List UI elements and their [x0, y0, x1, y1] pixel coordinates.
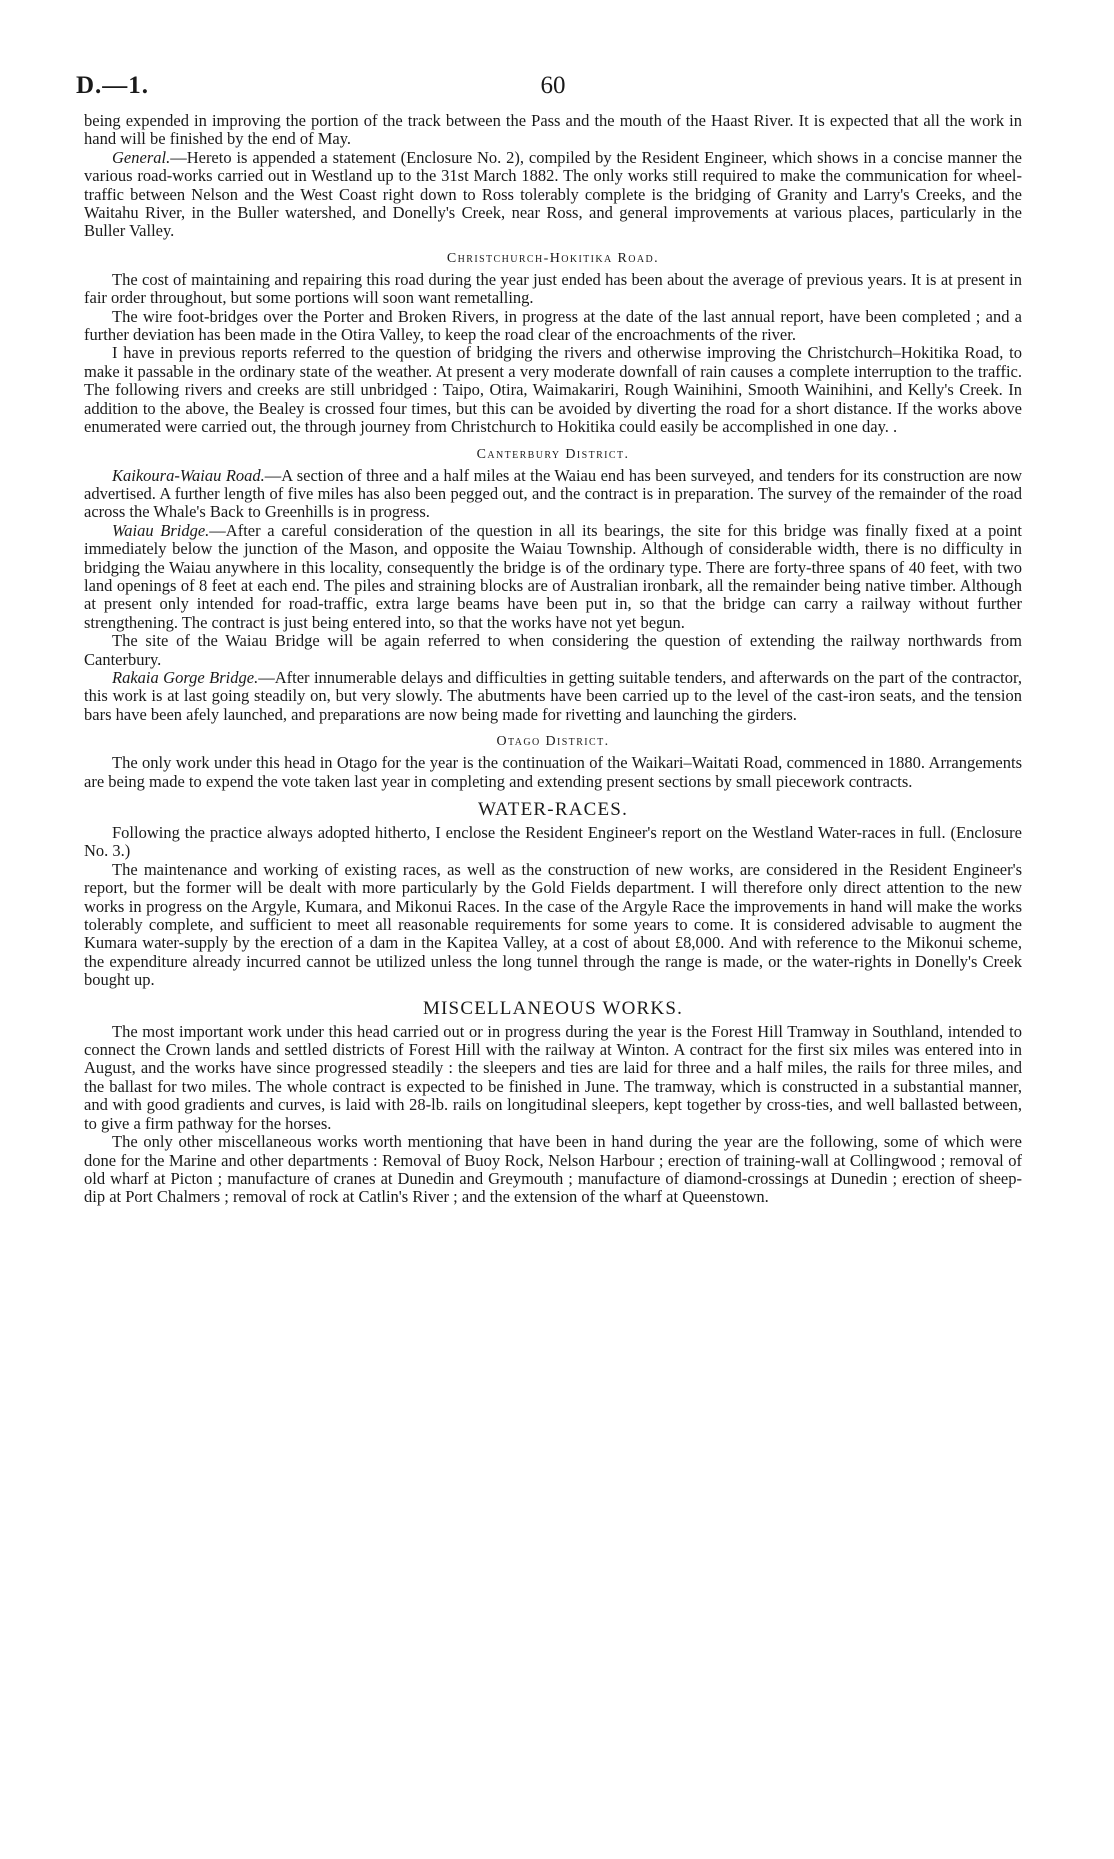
paragraph-general	[84, 149, 1022, 241]
paragraph-forest-hill-tramway: The most important work under this head carried out or in progress during the year is the Forest Hill Tramway in Southland, intended to connect the Crown lands and settled districts of Forest Hill with the railway at Winton. A contract for the first six miles was entered into in August, and the works have since progressed steadily : the sleepers and ties are laid for three and a half miles, the rails for three miles, and the ballast for two miles. The whole contract is expected to be finished in June. The tramway, which is constructed in a substantial manner, and with good gradients and curves, is laid with 28-lb. rails on longitudinal sleepers, kept together by cross-ties, and well ballasted between, to give a firm pathway for the horses.	[84, 1021, 1022, 1133]
paragraph-christchurch-bridging: I have in previous reports referred to the question of bridging the rivers and otherwise improving the Christchurch–Hokitika Road, to make it passable in the ordinary state of the weather. At present a very moderate downfall of rain causes a complete interruption to the traffic. The following rivers and creeks are still unbridged : Taipo, Otira, Waimakariri, Rough Wainihini, Smooth Wainihini, and Kelly's Creek. In addition to the above, the Bealey is crossed four times, but this can be avoided by diverting the road for a short distance. If the works above enumerated were carried out, the through journey from Christchurch to Hokitika could easily be accomplished in one day. .	[84, 343, 1022, 437]
waiau-text: —After a careful consideration of the question in all its bearings, the site for this bridge was finally fixed at a point immediately below the junction of the Mason, and opposite the Waiau Township. Although of considerable width, there is no difficulty in bridging the Waiau anywhere in this locality, consequently the bridge is of the ordinary type. There are forty-three spans of 40 feet, with two land openings of 8 feet at each end. The piles and straining blocks are of Australian ironbark, all the remainder being native timber. Although at present only intended for road-traffic, extra large beams have been put in, so that the bridge can carry a railway without further strengthening. The contract is just being entered into, so that the works have not yet begun.	[84, 520, 1022, 632]
paragraph-water-races-report: Following the practice always adopted hitherto, I enclose the Resident Engineer's report on the Westland Water-races in full. (Enclosure No. 3.)	[84, 823, 1022, 861]
rakaia-text: —After innumerable delays and difficulties in getting suitable tenders, and afterwards on the part of the contractor, this work is at last going steadily on, but very slowly. The abutments have been carried up to the level of the cast-iron seats, and the tension bars have been afely launched, and preparations are now being made for rivetting and launching the girders.	[84, 667, 1022, 724]
paragraph-haast-continuation: being expended in improving the portion of the track between the Pass and the mouth of the Haast River. It is expected that all the work in hand will be finished by the end of May.	[84, 111, 1022, 149]
paragraph-christchurch-maintenance: The cost of maintaining and repairing this road during the year just ended has been about the average of previous years. It is at present in fair order throughout, but some portions will soon want remetalling.	[84, 269, 1022, 308]
document-reference: D.—1.	[76, 72, 150, 99]
paragraph-other-works: The only other miscellaneous works worth mentioning that have been in hand during the year are the following, some of which were done for the Marine and other departments : Removal of Buoy Rock, Nelson Harbour ; erection of training-wall at Collingwood ; removal of old wharf at Picton ; manufacture of cranes at Dunedin and Greymouth ; manufacture of diamond-crossings at Dunedin ; erection of sheep-dip at Port Chalmers ; removal of rock at Catlin's River ; and the extension of the wharf at Queenstown.	[84, 1132, 1022, 1207]
waiau-lead: Waiau Bridge.	[112, 520, 210, 540]
miscellaneous-works-heading: MISCELLANEOUS WORKS.	[422, 997, 684, 1019]
canterbury-district-heading: Canterbury District.	[476, 446, 630, 462]
paragraph-waiau-bridge	[84, 522, 1022, 632]
paragraph-rakaia-gorge-bridge	[84, 669, 1022, 724]
kaikoura-text: —A section of three and a half miles at the Waiau end has been surveyed, and tenders for its construction are now advertised. A further length of five miles has also been pegged out, and the contract is in preparation. The survey of the remainder of the road across the Whale's Back to Greenhills is in progress.	[84, 465, 1022, 522]
kaikoura-lead: Kaikoura-Waiau Road.	[112, 465, 265, 485]
paragraph-otago: The only work under this head in Otago for the year is the continuation of the Waikari–Waitati Road, commenced in 1880. Arrangements are being made to expend the vote taken last year in completing and extending present sections by small piecework contracts.	[84, 753, 1022, 791]
general-lead: General.	[112, 147, 171, 167]
christchurch-hokitika-road-heading: Christchurch-Hokitika Road.	[446, 250, 660, 266]
page-header	[76, 72, 1022, 112]
paragraph-kaikoura-waiau-road	[84, 467, 1022, 522]
rakaia-lead: Rakaia Gorge Bridge.	[112, 667, 259, 687]
paragraph-waiau-site: The site of the Waiau Bridge will be again referred to when considering the question of extending the railway northwards from Canterbury.	[84, 631, 1022, 669]
paragraph-christchurch-footbridges: The wire foot-bridges over the Porter and Broken Rivers, in progress at the date of the last annual report, have been completed ; and a further deviation has been made in the Otira Valley, to keep the road clear of the encroachments of the river.	[84, 306, 1022, 345]
page-number: 60	[540, 72, 566, 99]
otago-district-heading: Otago District.	[496, 734, 610, 750]
general-text: —Hereto is appended a statement (Enclosure No. 2), compiled by the Resident Engineer, which shows in a concise manner the various road-works carried out in Westland up to the 31st March 1882. The only works still required to make the communication for wheel-traffic between Nelson and the West Coast right down to Ross tolerably complete is the bridging of Granity and Larry's Creeks, and the Waitahu River, in the Buller watershed, and Donelly's Creek, near Ross, and general improvements at various places, particularly in the Buller Valley.	[84, 147, 1022, 241]
water-races-heading: WATER-RACES.	[477, 799, 629, 820]
document-page	[76, 72, 1022, 1207]
paragraph-water-races-works: The maintenance and working of existing races, as well as the construction of new works, are considered in the Resident Engineer's report, but the former will be dealt with more particularly by the Gold Fields department. I will therefore only direct attention to the new works in progress on the Argyle, Kumara, and Mikonui Races. In the case of the Argyle Race the improvements in hand will make the works tolerably complete, and sufficient to meet all reasonable requirements for some years to come. It is considered advisable to augment the Kumara water-supply by the erection of a dam in the Kapitea Valley, at a cost of about £8,000. And with reference to the Mikonui scheme, the expenditure already incurred cannot be utilized unless the long tunnel through the range is made, or the water-rights in Donelly's Creek bought up.	[84, 859, 1022, 990]
